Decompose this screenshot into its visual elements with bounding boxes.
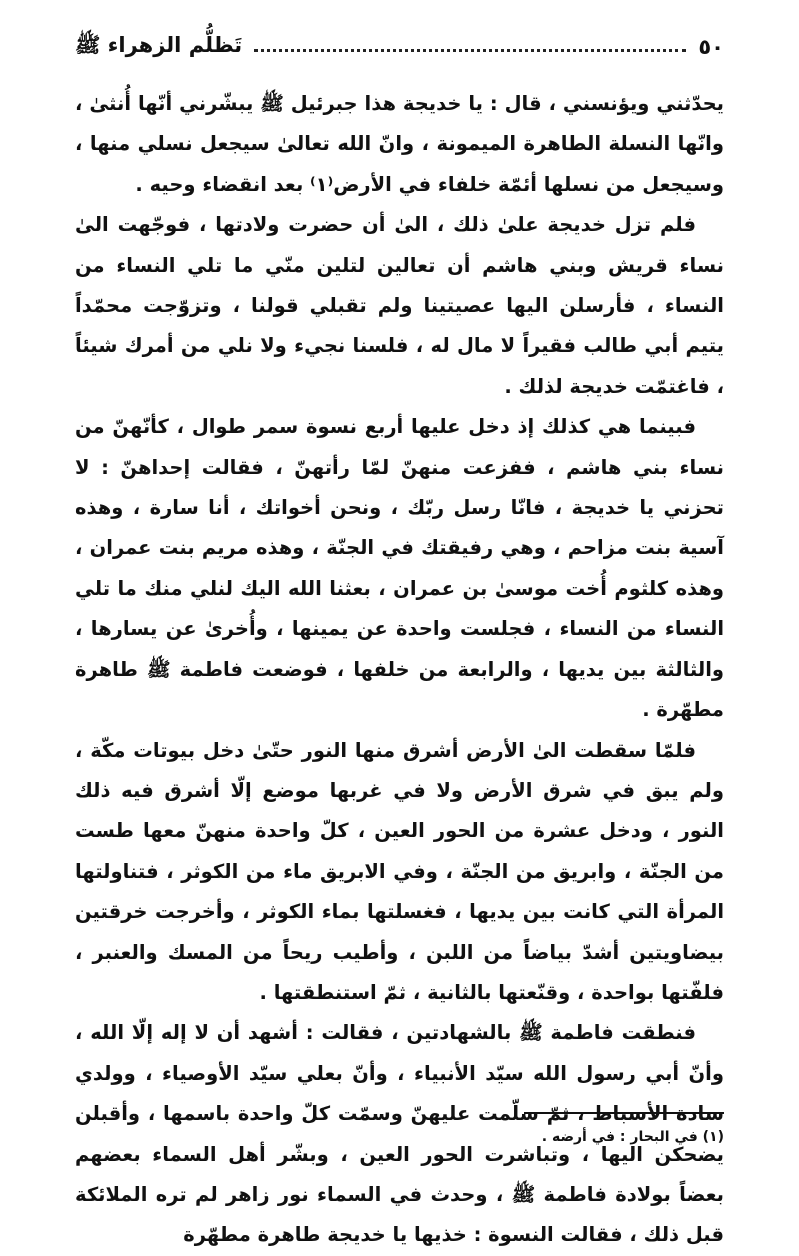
paragraph-4: فلمّا سقطت الىٰ الأرض أشرق منها النور حتّىٰ دخل بيوتات مكّة ، ولم يبق في شرق الأرض ولا في غربها موضع إلّا أشرق فيه ذلك النور ، ودخل عشرة من الحور العين ، كلّ واحدة منهنّ معها طست من الجنّة ، وابريق من الجنّة ، وفي الابريق ماء من الكوثر ، فتناولتها المرأة التي كانت بين يديها ، فغسلتها بماء الكوثر ، وأخرجت خرقتين بيضاويتين أشدّ بياضاً من اللبن ، وأطيب ريحاً من المسك والعنبر ، فلفّتها بواحدة ، وقنّعتها بالثانية ، ثمّ استنطقتها . <box>75 738 724 1004</box>
paragraph-3: فبينما هي كذلك إذ دخل عليها أربع نسوة سمر طوال ، كأنّهنّ من نساء بني هاشم ، ففزعت منهنّ لمّا رأتهنّ ، فقالت إحداهنّ : لا تحزني يا خديجة ، فانّا رسل ربّك ، ونحن أخواتك ، أنا سارة ، وهذه آسية بنت مزاحم ، وهي رفيقتك في الجنّة ، وهذه مريم بنت عمران ، وهذه كلثوم أُخت موسىٰ بن عمران ، بعثنا الله اليك لنلي منك ما تلي النساء من النساء ، فجلست واحدة عن يمينها ، وأُخرىٰ عن يسارها ، والثالثة بين يديها ، والرابعة من خلفها ، فوضعت فاطمة ﷺ طاهرة مطهّرة . <box>75 415 724 722</box>
running-header <box>75 30 724 64</box>
paragraph-5: فنطقت فاطمة ﷺ بالشهادتين ، فقالت : أشهد أن لا إله إلّا الله ، وأنّ أبي رسول الله سيّد الأنبياء ، وأنّ بعلي سيّد الأوصياء ، وولدي سادة الأسباط ، ثمّ سلّمت عليهنّ وسمّت كلّ واحدة باسمها ، وأقبلن يضحكن اليها ، وتباشرت الحور العين ، وبشّر أهل السماء بعضهم بعضاً بولادة فاطمة ﷺ ، وحدث في السماء نور زاهر لم تره الملائكة قبل ذلك ، فقالت النسوة : خذيها يا خديجة طاهرة مطهّرة <box>75 1021 724 1247</box>
footnote-separator <box>524 1112 724 1114</box>
header-dot-leader <box>254 49 686 52</box>
footnote: (١) في البحار : في أرضه . <box>541 1129 724 1145</box>
book-title: تَظلُّم الزهراء ﷺ <box>75 32 243 57</box>
paragraph-2: فلم تزل خديجة علىٰ ذلك ، الىٰ أن حضرت ولادتها ، فوجّهت الىٰ نساء قريش وبني هاشم أن تعالين لتلين منّي ما تلي النساء من النساء ، فأرسلن اليها عصيتينا ولم تقبلي قولنا ، وتزوّجت محمّداً يتيم أبي طالب فقيراً لا مال له ، فلسنا نجيء ولا نلي من أمرك شيئاً ، فاغتمّت خديجة لذلك . <box>75 213 724 398</box>
paragraph-1: يحدّثني ويؤنسني ، قال : يا خديجة هذا جبرئيل ﷺ يبشّرني أنّها أُنثىٰ ، وانّها النسلة الطاهرة الميمونة ، وانّ الله تعالىٰ سيجعل نسلي منها ، وسيجعل من نسلها أئمّة خلفاء في الأرض⁽١⁾ بعد انقضاء وحيه . <box>75 92 724 196</box>
body-text <box>75 84 724 1256</box>
page-number: ٥٠ <box>698 35 724 59</box>
